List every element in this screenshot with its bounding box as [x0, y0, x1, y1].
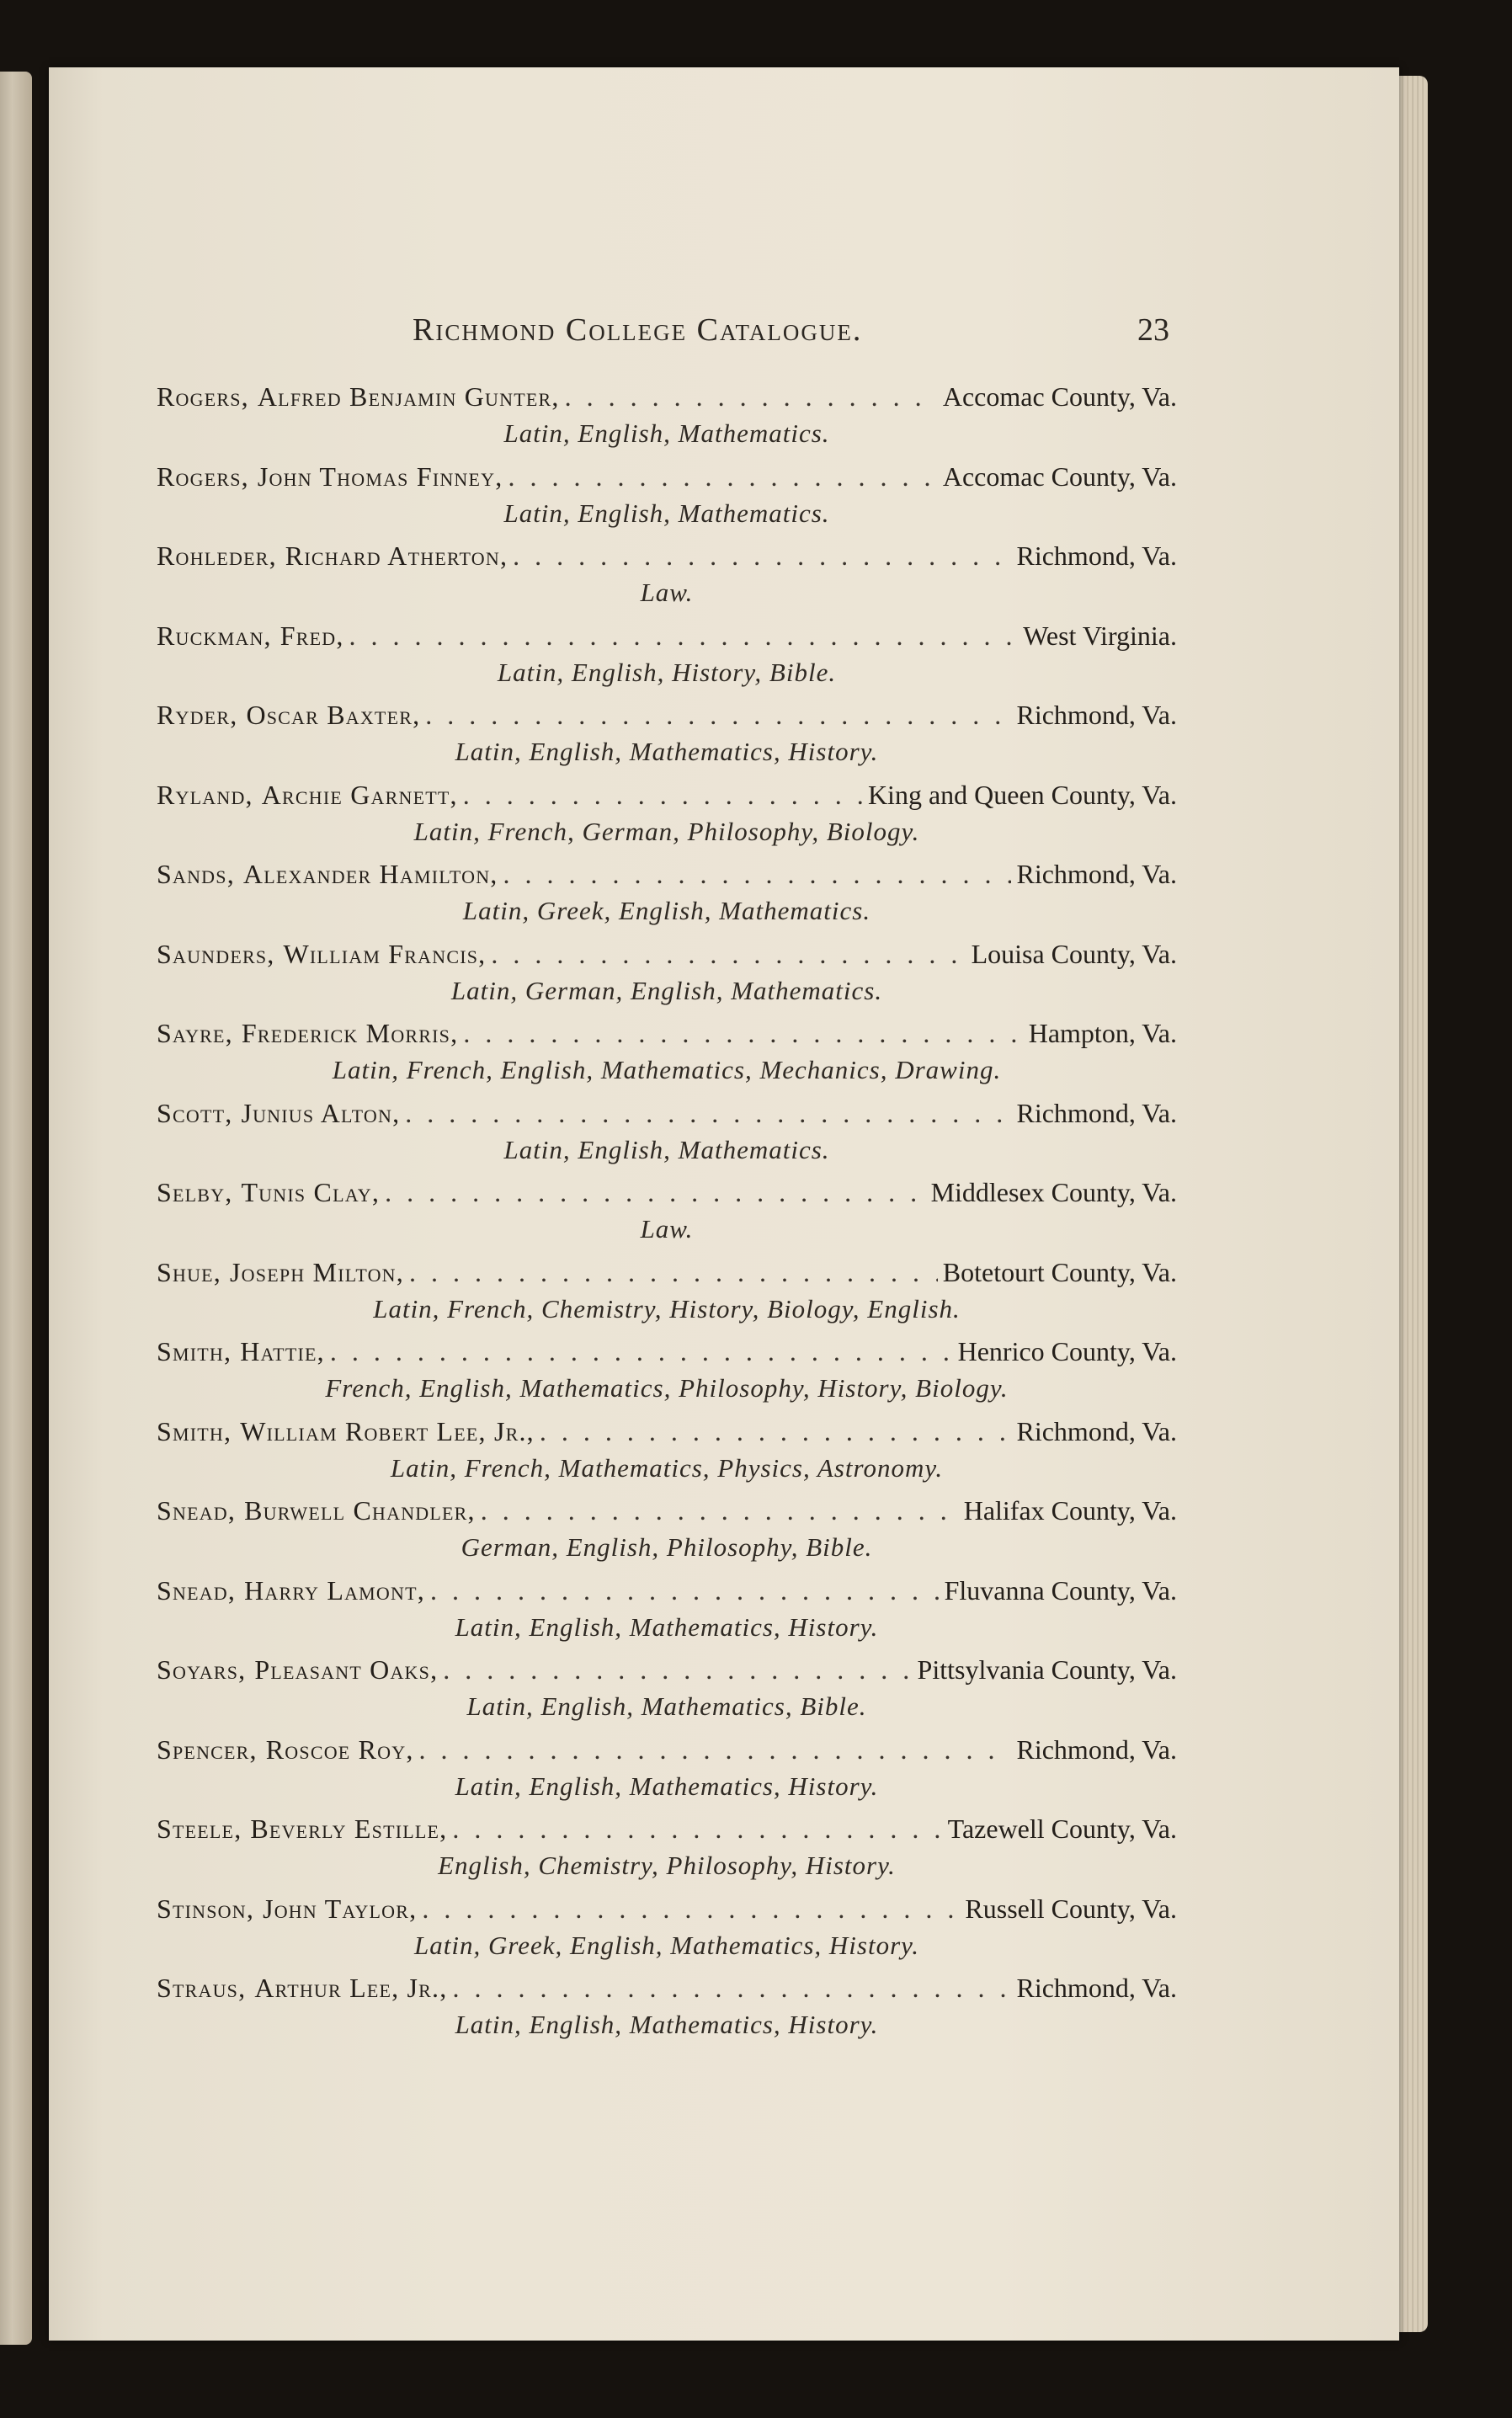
student-surname: Rohleder, [157, 541, 277, 571]
student-given-names: Oscar Baxter, [246, 700, 421, 730]
student-residence: Russell County, Va. [965, 1893, 1177, 1924]
student-residence: Richmond, Va. [1016, 541, 1177, 571]
left-page-edge [0, 72, 32, 2345]
dot-leader [330, 1336, 953, 1367]
name-line [157, 1973, 1177, 2011]
student-surname: Smith, [157, 1415, 232, 1446]
name-line [157, 1098, 1177, 1137]
student-subjects: Latin, Greek, English, Mathematics. [462, 896, 871, 925]
student-given-names: Junius Alton, [241, 1097, 401, 1128]
student-surname: Saunders, [157, 938, 275, 969]
student-surname: Steele, [157, 1814, 242, 1844]
dot-leader [565, 381, 938, 413]
student-given-names: Fred, [280, 620, 344, 651]
name-line [157, 1893, 1177, 1932]
name-line [157, 1654, 1177, 1693]
student-surname: Stinson, [157, 1893, 255, 1924]
student-subjects: Latin, English, Mathematics, History. [455, 1611, 879, 1642]
student-residence: Louisa County, Va. [971, 938, 1177, 969]
name-line [157, 780, 1177, 818]
name-line [157, 1416, 1177, 1455]
student-residence: Fluvanna County, Va. [944, 1574, 1177, 1606]
student-surname: Smith, [157, 1336, 232, 1366]
student-entry [49, 1416, 1399, 1496]
dot-leader [443, 1654, 912, 1686]
student-entry [49, 1098, 1399, 1178]
student-entry [49, 939, 1399, 1019]
student-entry [49, 1575, 1399, 1655]
student-entry [49, 1018, 1399, 1098]
name-line [157, 700, 1177, 738]
student-residence: Henrico County, Va. [957, 1336, 1177, 1366]
student-entry [49, 1973, 1399, 2053]
student-given-names: William Robert Lee, Jr., [240, 1415, 535, 1446]
student-residence: Hampton, Va. [1028, 1018, 1177, 1048]
student-residence: Halifax County, Va. [963, 1495, 1177, 1526]
student-surname: Sayre, [157, 1018, 233, 1048]
student-residence: Accomac County, Va. [942, 381, 1177, 412]
name-line [157, 1177, 1177, 1216]
student-subjects: Latin, English, Mathematics. [503, 498, 830, 528]
dot-leader [430, 1575, 940, 1606]
student-residence: Richmond, Va. [1016, 1734, 1177, 1765]
student-subjects: French, English, Mathematics, Philosophy, History, Biology. [325, 1373, 1009, 1403]
dot-leader [463, 780, 863, 811]
name-line [157, 1257, 1177, 1296]
student-surname: Snead, [157, 1495, 237, 1526]
student-subjects: Latin, Greek, English, Mathematics, History. [414, 1930, 919, 1960]
student-entry [49, 381, 1399, 461]
student-surname: Snead, [157, 1574, 237, 1606]
student-given-names: Hattie, [240, 1336, 325, 1366]
name-line [157, 1336, 1177, 1375]
catalogue-page [49, 67, 1399, 2341]
student-residence: Pittsylvania County, Va. [917, 1654, 1177, 1685]
student-surname: Sands, [157, 859, 235, 889]
student-given-names: Roscoe Roy, [265, 1734, 414, 1765]
student-surname: Selby, [157, 1177, 233, 1207]
student-subjects: Latin, English, Mathematics. [503, 1134, 830, 1164]
student-subjects: Latin, English, Mathematics, History. [455, 737, 879, 766]
student-residence: Richmond, Va. [1016, 1415, 1177, 1446]
student-entry [49, 1893, 1399, 1973]
student-residence: Richmond, Va. [1016, 1097, 1177, 1128]
student-residence: West Virginia. [1023, 620, 1177, 651]
student-surname: Rogers, [157, 381, 249, 412]
name-line [157, 381, 1177, 420]
student-given-names: Archie Garnett, [261, 779, 458, 810]
dot-leader [491, 939, 966, 970]
student-entry [49, 780, 1399, 860]
student-entry [49, 859, 1399, 939]
student-surname: Ruckman, [157, 620, 272, 651]
student-given-names: Beverly Estille, [250, 1814, 448, 1844]
dot-leader [503, 859, 1011, 890]
student-entry [49, 541, 1399, 620]
student-subjects: Law. [640, 1214, 694, 1244]
dot-leader [452, 1814, 942, 1845]
student-residence: Botetourt County, Va. [942, 1256, 1177, 1287]
student-given-names: Pleasant Oaks, [254, 1654, 439, 1685]
student-subjects: Latin, French, Mathematics, Physics, Astronomy. [390, 1452, 944, 1483]
student-entry [49, 1734, 1399, 1814]
student-entry [49, 620, 1399, 700]
name-line [157, 1495, 1177, 1534]
student-given-names: Frederick Morris, [241, 1018, 459, 1048]
student-subjects: Latin, English, Mathematics. [503, 418, 830, 448]
name-line [157, 1734, 1177, 1773]
name-line [157, 1018, 1177, 1057]
student-entry [49, 1654, 1399, 1734]
student-entry [49, 1814, 1399, 1893]
dot-leader [349, 620, 1019, 652]
dot-leader [508, 461, 937, 493]
student-given-names: Alfred Benjamin Gunter, [257, 381, 560, 412]
student-subjects: Latin, German, English, Mathematics. [450, 975, 883, 1005]
student-given-names: Richard Atherton, [285, 541, 508, 571]
student-entry [49, 1336, 1399, 1416]
student-given-names: Joseph Milton, [230, 1256, 404, 1287]
student-subjects: Latin, French, Chemistry, History, Biology, English. [373, 1293, 961, 1324]
student-surname: Ryland, [157, 779, 253, 810]
page-number: 23 [1137, 312, 1169, 348]
student-subjects: Latin, English, History, Bible. [497, 657, 837, 687]
name-line [157, 461, 1177, 500]
student-entry [49, 700, 1399, 780]
student-subjects: Latin, English, Mathematics, History. [455, 1771, 879, 1801]
student-subjects: Latin, French, German, Philosophy, Biology. [413, 816, 920, 846]
student-entry [49, 461, 1399, 541]
student-given-names: William Francis, [283, 938, 487, 969]
student-given-names: Tunis Clay, [241, 1177, 381, 1207]
student-given-names: Arthur Lee, Jr., [254, 1973, 448, 2003]
dot-leader [540, 1416, 1012, 1447]
student-subjects: Latin, English, Mathematics, History. [455, 2010, 879, 2039]
name-line [157, 859, 1177, 897]
student-given-names: Alexander Hamilton, [242, 859, 498, 889]
student-surname: Scott, [157, 1097, 233, 1128]
student-subjects: German, English, Philosophy, Bible. [461, 1532, 873, 1562]
dot-leader [419, 1734, 1012, 1766]
student-subjects: English, Chemistry, Philosophy, History. [438, 1851, 896, 1880]
dot-leader [513, 541, 1011, 572]
student-surname: Rogers, [157, 461, 249, 492]
student-surname: Spencer, [157, 1734, 258, 1765]
student-given-names: Harry Lamont, [244, 1574, 425, 1606]
student-entry [49, 1177, 1399, 1257]
student-subjects: Law. [640, 578, 694, 607]
student-surname: Straus, [157, 1973, 247, 2003]
student-residence: Accomac County, Va. [942, 461, 1177, 492]
running-title: Richmond College Catalogue. [413, 312, 863, 348]
dot-leader [385, 1177, 926, 1208]
student-subjects: Latin, French, English, Mathematics, Mechanics, Drawing. [332, 1055, 1002, 1084]
dot-leader [481, 1495, 959, 1526]
student-residence: Richmond, Va. [1016, 1973, 1177, 2003]
student-entry [49, 1257, 1399, 1337]
dot-leader [452, 1973, 1011, 2004]
dot-leader [425, 700, 1011, 731]
name-line [157, 939, 1177, 977]
student-residence: Middlesex County, Va. [930, 1177, 1177, 1207]
dot-leader [405, 1098, 1011, 1129]
student-residence: Richmond, Va. [1016, 859, 1177, 889]
student-surname: Shue, [157, 1256, 222, 1287]
student-residence: Richmond, Va. [1016, 700, 1177, 730]
name-line [157, 620, 1177, 659]
student-surname: Soyars, [157, 1654, 247, 1685]
dot-leader [422, 1893, 960, 1925]
student-residence: Tazewell County, Va. [947, 1814, 1177, 1844]
name-line [157, 1575, 1177, 1614]
student-entry [49, 1495, 1399, 1575]
student-list [49, 381, 1399, 2053]
student-given-names: John Thomas Finney, [257, 461, 503, 492]
student-residence: King and Queen County, Va. [867, 779, 1177, 810]
page-header [49, 312, 1399, 354]
student-surname: Ryder, [157, 700, 238, 730]
student-subjects: Latin, English, Mathematics, Bible. [466, 1691, 867, 1721]
student-given-names: John Taylor, [263, 1893, 418, 1924]
name-line [157, 1814, 1177, 1852]
dot-leader [463, 1018, 1023, 1049]
student-given-names: Burwell Chandler, [244, 1495, 476, 1526]
name-line [157, 541, 1177, 579]
dot-leader [409, 1257, 938, 1288]
